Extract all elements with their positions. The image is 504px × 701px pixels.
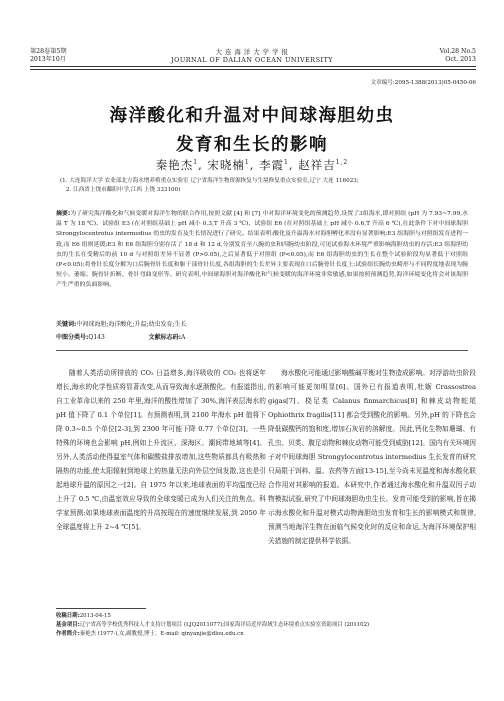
body-paragraph: 海水酸化可能通过影响酸碱平衡对生物造成影响。对浮游幼虫阶段的影响可能更加明显[6]。国外已有报道表明,牡蛎 Crassostrea gigas[7]、桡足类 Calanus finmarchicus[8] 和棘皮动物蛇尾 Ophiothrix fragilis[11] 都会受到酸化的影响。另外,pH 的下降也会降低碳酸钙的饱和度,增加石灰岩的溶解度。因此,钙化生物如珊瑚、有孔虫、贝类、腹足动物和棘皮动物可能受到威胁[12]。国内有关环境因子对中间球海胆 Strongylocentrotus intermedius 生长发育的研究只局限于饵料、温、农药等方面[13-15],至今尚未见温度和海水酸化联合作用对其影响的报道。本研究中,作者通过海水酸化和升温双因子动物模拟试验,研究了中间球海胆幼虫生长、发育可能受到的影响,旨在揭示海水酸化和升温对模式动物海胆幼虫发育和生长的影响模式和规律,预测当地海洋生物在面临气候变化时的反应和命运,为海洋环境保护相关措施的制定提供科学依据。	[268, 369, 476, 545]
affiliation-2: 2. 江西省上饶市鄱阳中学,江西 上饶 333100)	[66, 187, 181, 193]
author-name: 李霞	[259, 158, 285, 172]
header-rule	[30, 66, 476, 67]
running-header-right	[440, 48, 476, 64]
author-name: 秦艳杰	[155, 158, 194, 172]
keywords-text: 中间球海胆;海洋酸化;升温;幼虫发育;生长	[76, 321, 187, 328]
date-en: Oct. 2013	[445, 56, 476, 63]
abstract-divider	[56, 350, 468, 351]
author-affiliation-mark: 1	[244, 159, 250, 167]
document-id: 文章编号:2095-1388(2013)05-0450-06	[370, 80, 476, 86]
volume-cn: 第28卷第5期	[30, 48, 67, 55]
article-title-line-1: 海洋酸化和升温对中间球海胆幼虫	[109, 106, 395, 126]
author-name: 赵祥吉	[298, 158, 336, 172]
keywords	[56, 319, 187, 328]
author-affiliation-mark: 1,2	[335, 159, 349, 167]
class-value: Q143	[88, 334, 105, 341]
author-list: 秦艳杰$^1$, 宋晓楠$^1$, 李霞$^1$, 赵祥吉$^{1,2}$	[155, 158, 349, 172]
running-header-center	[150, 48, 354, 64]
journal-name-cn: 大 连 海 洋 大 学 学 报	[215, 48, 289, 56]
footnote-rule	[56, 608, 146, 609]
author-affiliation-mark: 1	[284, 159, 289, 167]
journal-name-en: JOURNAL OF DALIAN OCEAN UNIVERSITY	[171, 56, 333, 64]
article-title-line-2: 发育和生长的影响	[176, 135, 328, 155]
footnote-funding: 基金项目:辽宁省高等学校优秀科技人才支持计划项目 (LJQ2011077);国家海洋局近岸海域生态环境重点实验室资助项目 (201102)	[56, 622, 370, 628]
affiliation-1: (1. 大连海洋大学 农业部北方海水增养殖重点实验室 辽宁省海洋生物资源恢复与生境修复重点实验室,辽宁 大连 116023;	[60, 178, 359, 184]
body-paragraph: 随着人类活动所排放的 CO₂ 日益增多,海洋吸收的 CO₂ 也将逐年增长,海水的化学性质将显著改变,从而导致海水逐渐酸化。有报道指出,自工业革命以来的 250 年里,海洋的酸性增加了 30%,海洋表层海水的 pH 值下降了 0.1 个单位[1]。有预测表明,到 2100 年海水 pH 值将下降 0.3~0.5 个单位[2-3],到 2300 年可能下降 0.77 个单位[3]。一些特殊的环境也会影响 pH,例如上升流区、深海区、潮间带地域等[4]。另外,人类活动使得温室气体和碳酸盐排放增加,这些物质都具有吸热和隔热的功能,使太阳辐射到地球上的热量无法向外层空间发散,这也是引起地球升温的原因之一[2]。自 1975 年以来,地球表面的平均温度已经上升了 0.5 ℃,由温室效应导致的全球变暖已成为人们关注的焦点。科学家预测:如果地球表面温度的升高按现在的速度继续发展,到 2050 年全球温度将上升 2~4 ℃[5]。	[56, 369, 266, 531]
code-value: A	[181, 334, 186, 341]
header-rule-thin	[30, 69, 476, 70]
abstract	[56, 209, 468, 291]
date-cn: 2013年10月	[30, 56, 66, 63]
keywords-label: 关键词:	[56, 321, 77, 328]
body-column-right	[268, 366, 476, 548]
footnote-author-bio: 作者简介:秦艳杰 (1977-),女,副教授,博士。E-mail: qinyanjie@dlou.edu.cn	[56, 631, 244, 637]
running-header-left	[30, 48, 67, 64]
body-column-left	[56, 366, 266, 534]
volume-en: Vol.28 No.5	[439, 48, 476, 55]
author-name: 宋晓楠	[207, 158, 245, 172]
abstract-text: 为了研究海洋酸化和气候变暖对海洋生物的联合作用,按照文献 [4] 和 [7] 中对海洋环境变化的预测趋势,设置了3组海水,即对照组 (pH 为 7.93~7.99,水温 T 为 18 ℃)、试验组 E3 (在对照组基础上 pH 减小 0.3,T 升高 3 ℃)、试验组 E6 (在对照组基础上 pH 减小 0.6,T 升高 6 ℃),在此条件下对中间球海胆 Strongylocentrotus intermedius 幼虫的发育及生长情况进行了研究。结果表明:酸化及升温海水对海胆孵化率没有显著影响;E3 组海胆与对照组发育进程一致,而 E6 组则延缓;E3 和 E6 组海胆分别存活了 18 d 和 12 d,分别发育至八腕幼虫和四腕幼虫阶段,可见试验海水环境严重影响海胆幼虫的存活;E3 组海胆幼虫的生长在受精后的前 10 d 与对照组差异不显著 (P>0.05),之后显著低于对照组 (P<0.05),而 E6 组海胆幼虫的生长在整个试验阶段均显著低于对照组 (P<0.05);将骨针长度分解为口后腕骨针长度和躯干部骨针长度,各组海胆的生长差异主要表现在口后腕骨针长度上;试验组长腕幼虫畸形与不同程度地表现为腕短小、萎缩、腕骨针折断、骨针弯曲变形等。研究表明,中间球海胆对海洋酸化和气候变暖的海洋环境非常敏感,如果按照预测趋势,海洋环境变化将会对该海胆产生严重的负面影响。	[56, 211, 469, 289]
author-affiliation-mark: 1	[193, 159, 199, 167]
abstract-label: 摘要:	[56, 211, 71, 217]
code-label: 文献标志码:	[148, 334, 182, 341]
class-label: 中图分类号:	[56, 334, 89, 341]
footnote-received: 收稿日期:2013-04-15	[56, 613, 111, 619]
classification	[56, 332, 185, 341]
